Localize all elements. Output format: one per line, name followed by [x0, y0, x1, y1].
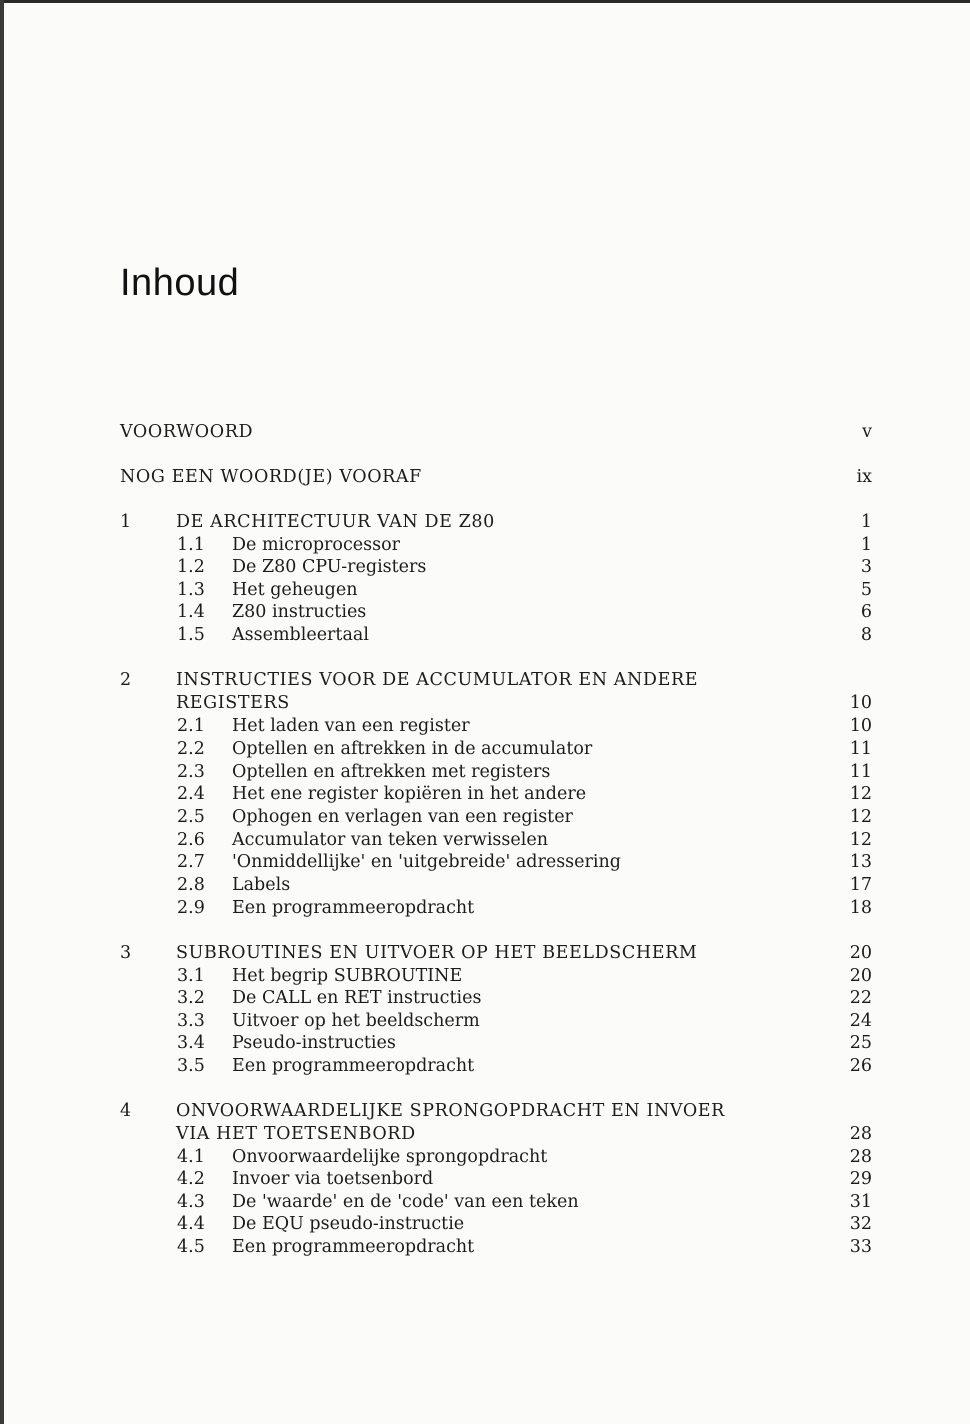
section-number: 2.5: [177, 807, 205, 827]
toc-section-4-3: [120, 1191, 872, 1214]
section-page: 12: [849, 807, 872, 827]
section-number: 1.2: [177, 557, 205, 577]
section-title: Optellen en aftrekken met registers: [232, 762, 551, 782]
toc-section-2-8: [120, 874, 872, 897]
section-page: 11: [849, 762, 872, 782]
chapter-number: 2: [120, 670, 132, 690]
toc-section-2-9: [120, 897, 872, 920]
section-page: 22: [849, 988, 872, 1008]
section-page: 26: [849, 1056, 872, 1076]
section-title: De EQU pseudo-instructie: [232, 1214, 465, 1234]
section-page: 28: [849, 1147, 872, 1167]
section-title: Accumulator van teken verwisselen: [232, 830, 548, 850]
page-title: Inhoud: [120, 262, 240, 304]
toc-section-2-3: [120, 761, 872, 784]
section-number: 1.4: [177, 602, 205, 622]
toc-section-1-3: [120, 579, 872, 602]
page-left-edge: [0, 0, 4, 1424]
section-title: De microprocessor: [232, 535, 400, 555]
toc-section-1-5: [120, 624, 872, 647]
section-number: 4.3: [177, 1192, 205, 1212]
toc-section-4-2: [120, 1168, 872, 1191]
section-page: 24: [849, 1011, 872, 1031]
section-title: Het geheugen: [232, 580, 358, 600]
section-title: Pseudo-instructies: [232, 1033, 396, 1053]
chapter-number: 1: [120, 512, 132, 532]
section-number: 4.5: [177, 1237, 205, 1257]
toc-section-3-2: [120, 987, 872, 1010]
toc-section-1-2: [120, 556, 872, 579]
section-number: 2.6: [177, 830, 205, 850]
section-title: Een programmeeropdracht: [232, 1237, 475, 1257]
section-title: Het laden van een register: [232, 716, 470, 736]
section-title: De CALL en RET instructies: [232, 988, 482, 1008]
toc-section-2-5: [120, 806, 872, 829]
section-title: Labels: [232, 875, 291, 895]
section-page: 6: [860, 602, 872, 622]
toc-section-2-1: [120, 715, 872, 738]
toc-section-4-1: [120, 1146, 872, 1169]
section-number: 1.1: [177, 535, 205, 555]
toc-chapter-1: [120, 511, 872, 534]
toc-chapter-2-line-2: [120, 692, 872, 715]
section-page: 18: [849, 898, 872, 918]
toc-entry-page: ix: [856, 467, 872, 487]
section-page: 29: [849, 1169, 872, 1189]
section-number: 1.5: [177, 625, 205, 645]
toc-entry-title: VOORWOORD: [120, 422, 254, 442]
toc-section-1-4: [120, 601, 872, 624]
section-page: 31: [849, 1192, 872, 1212]
section-number: 3.4: [177, 1033, 205, 1053]
section-title: Een programmeeropdracht: [232, 898, 475, 918]
section-title: Optellen en aftrekken in de accumulator: [232, 739, 593, 759]
toc-section-1-1: [120, 534, 872, 557]
section-page: 13: [849, 852, 872, 872]
chapter-title-continued: VIA HET TOETSENBORD: [176, 1124, 416, 1144]
section-page: 12: [849, 784, 872, 804]
section-page: 5: [860, 580, 872, 600]
section-page: 17: [849, 875, 872, 895]
section-title: Het begrip SUBROUTINE: [232, 966, 463, 986]
section-number: 2.8: [177, 875, 205, 895]
top-edge-rule: [0, 0, 970, 3]
toc-chapter-4: [120, 1100, 872, 1123]
toc-entry-title: NOG EEN WOORD(JE) VOORAF: [120, 467, 422, 487]
toc-section-4-4: [120, 1213, 872, 1236]
chapter-page: 20: [849, 943, 872, 963]
section-number: 4.2: [177, 1169, 205, 1189]
toc-section-2-2: [120, 738, 872, 761]
toc-chapter-2: [120, 669, 872, 692]
toc-entry-voorwoord: [120, 421, 872, 444]
section-page: 25: [849, 1033, 872, 1053]
section-number: 2.1: [177, 716, 205, 736]
toc-section-2-4: [120, 783, 872, 806]
chapter-page: 28: [849, 1124, 872, 1144]
section-number: 3.1: [177, 966, 205, 986]
section-number: 2.3: [177, 762, 205, 782]
section-number: 3.5: [177, 1056, 205, 1076]
section-title: De 'waarde' en de 'code' van een teken: [232, 1192, 579, 1212]
section-number: 2.9: [177, 898, 205, 918]
section-page: 12: [849, 830, 872, 850]
chapter-page: 1: [860, 512, 872, 532]
chapter-title: INSTRUCTIES VOOR DE ACCUMULATOR EN ANDERE: [176, 670, 699, 690]
section-title: De Z80 CPU-registers: [232, 557, 427, 577]
section-page: 11: [849, 739, 872, 759]
section-page: 3: [860, 557, 872, 577]
section-title: 'Onmiddellijke' en 'uitgebreide' adressering: [232, 852, 621, 872]
toc-section-4-5: [120, 1236, 872, 1259]
section-title: Invoer via toetsenbord: [232, 1169, 434, 1189]
chapter-title: ONVOORWAARDELIJKE SPRONGOPDRACHT EN INVOER: [176, 1101, 725, 1121]
toc-section-3-3: [120, 1010, 872, 1033]
section-page: 8: [860, 625, 872, 645]
section-page: 1: [860, 535, 872, 555]
chapter-title: SUBROUTINES EN UITVOER OP HET BEELDSCHERM: [176, 943, 698, 963]
toc-section-2-6: [120, 829, 872, 852]
section-number: 2.2: [177, 739, 205, 759]
toc-entry-page: v: [862, 422, 872, 442]
toc-section-3-5: [120, 1055, 872, 1078]
chapter-page: 10: [849, 693, 872, 713]
toc-section-2-7: [120, 851, 872, 874]
section-title: Een programmeeropdracht: [232, 1056, 475, 1076]
toc-section-3-1: [120, 965, 872, 988]
chapter-number: 4: [120, 1101, 132, 1121]
chapter-title: DE ARCHITECTUUR VAN DE Z80: [176, 512, 495, 532]
toc-chapter-4-line-2: [120, 1123, 872, 1146]
toc-chapter-3: [120, 942, 872, 965]
toc-section-3-4: [120, 1032, 872, 1055]
section-number: 2.7: [177, 852, 205, 872]
section-title: Ophogen en verlagen van een register: [232, 807, 573, 827]
section-title: Uitvoer op het beeldscherm: [232, 1011, 480, 1031]
section-title: Assembleertaal: [232, 625, 369, 645]
section-number: 2.4: [177, 784, 205, 804]
section-page: 32: [849, 1214, 872, 1234]
section-title: Onvoorwaardelijke sprongopdracht: [232, 1147, 548, 1167]
section-number: 3.2: [177, 988, 205, 1008]
toc-entry-nog-een-woordje: [120, 466, 872, 489]
section-page: 10: [849, 716, 872, 736]
section-title: Z80 instructies: [232, 602, 367, 622]
section-number: 1.3: [177, 580, 205, 600]
section-number: 4.1: [177, 1147, 205, 1167]
chapter-number: 3: [120, 943, 132, 963]
section-number: 3.3: [177, 1011, 205, 1031]
section-number: 4.4: [177, 1214, 205, 1234]
section-title: Het ene register kopiëren in het andere: [232, 784, 587, 804]
section-page: 20: [849, 966, 872, 986]
section-page: 33: [849, 1237, 872, 1257]
chapter-title-continued: REGISTERS: [176, 693, 290, 713]
